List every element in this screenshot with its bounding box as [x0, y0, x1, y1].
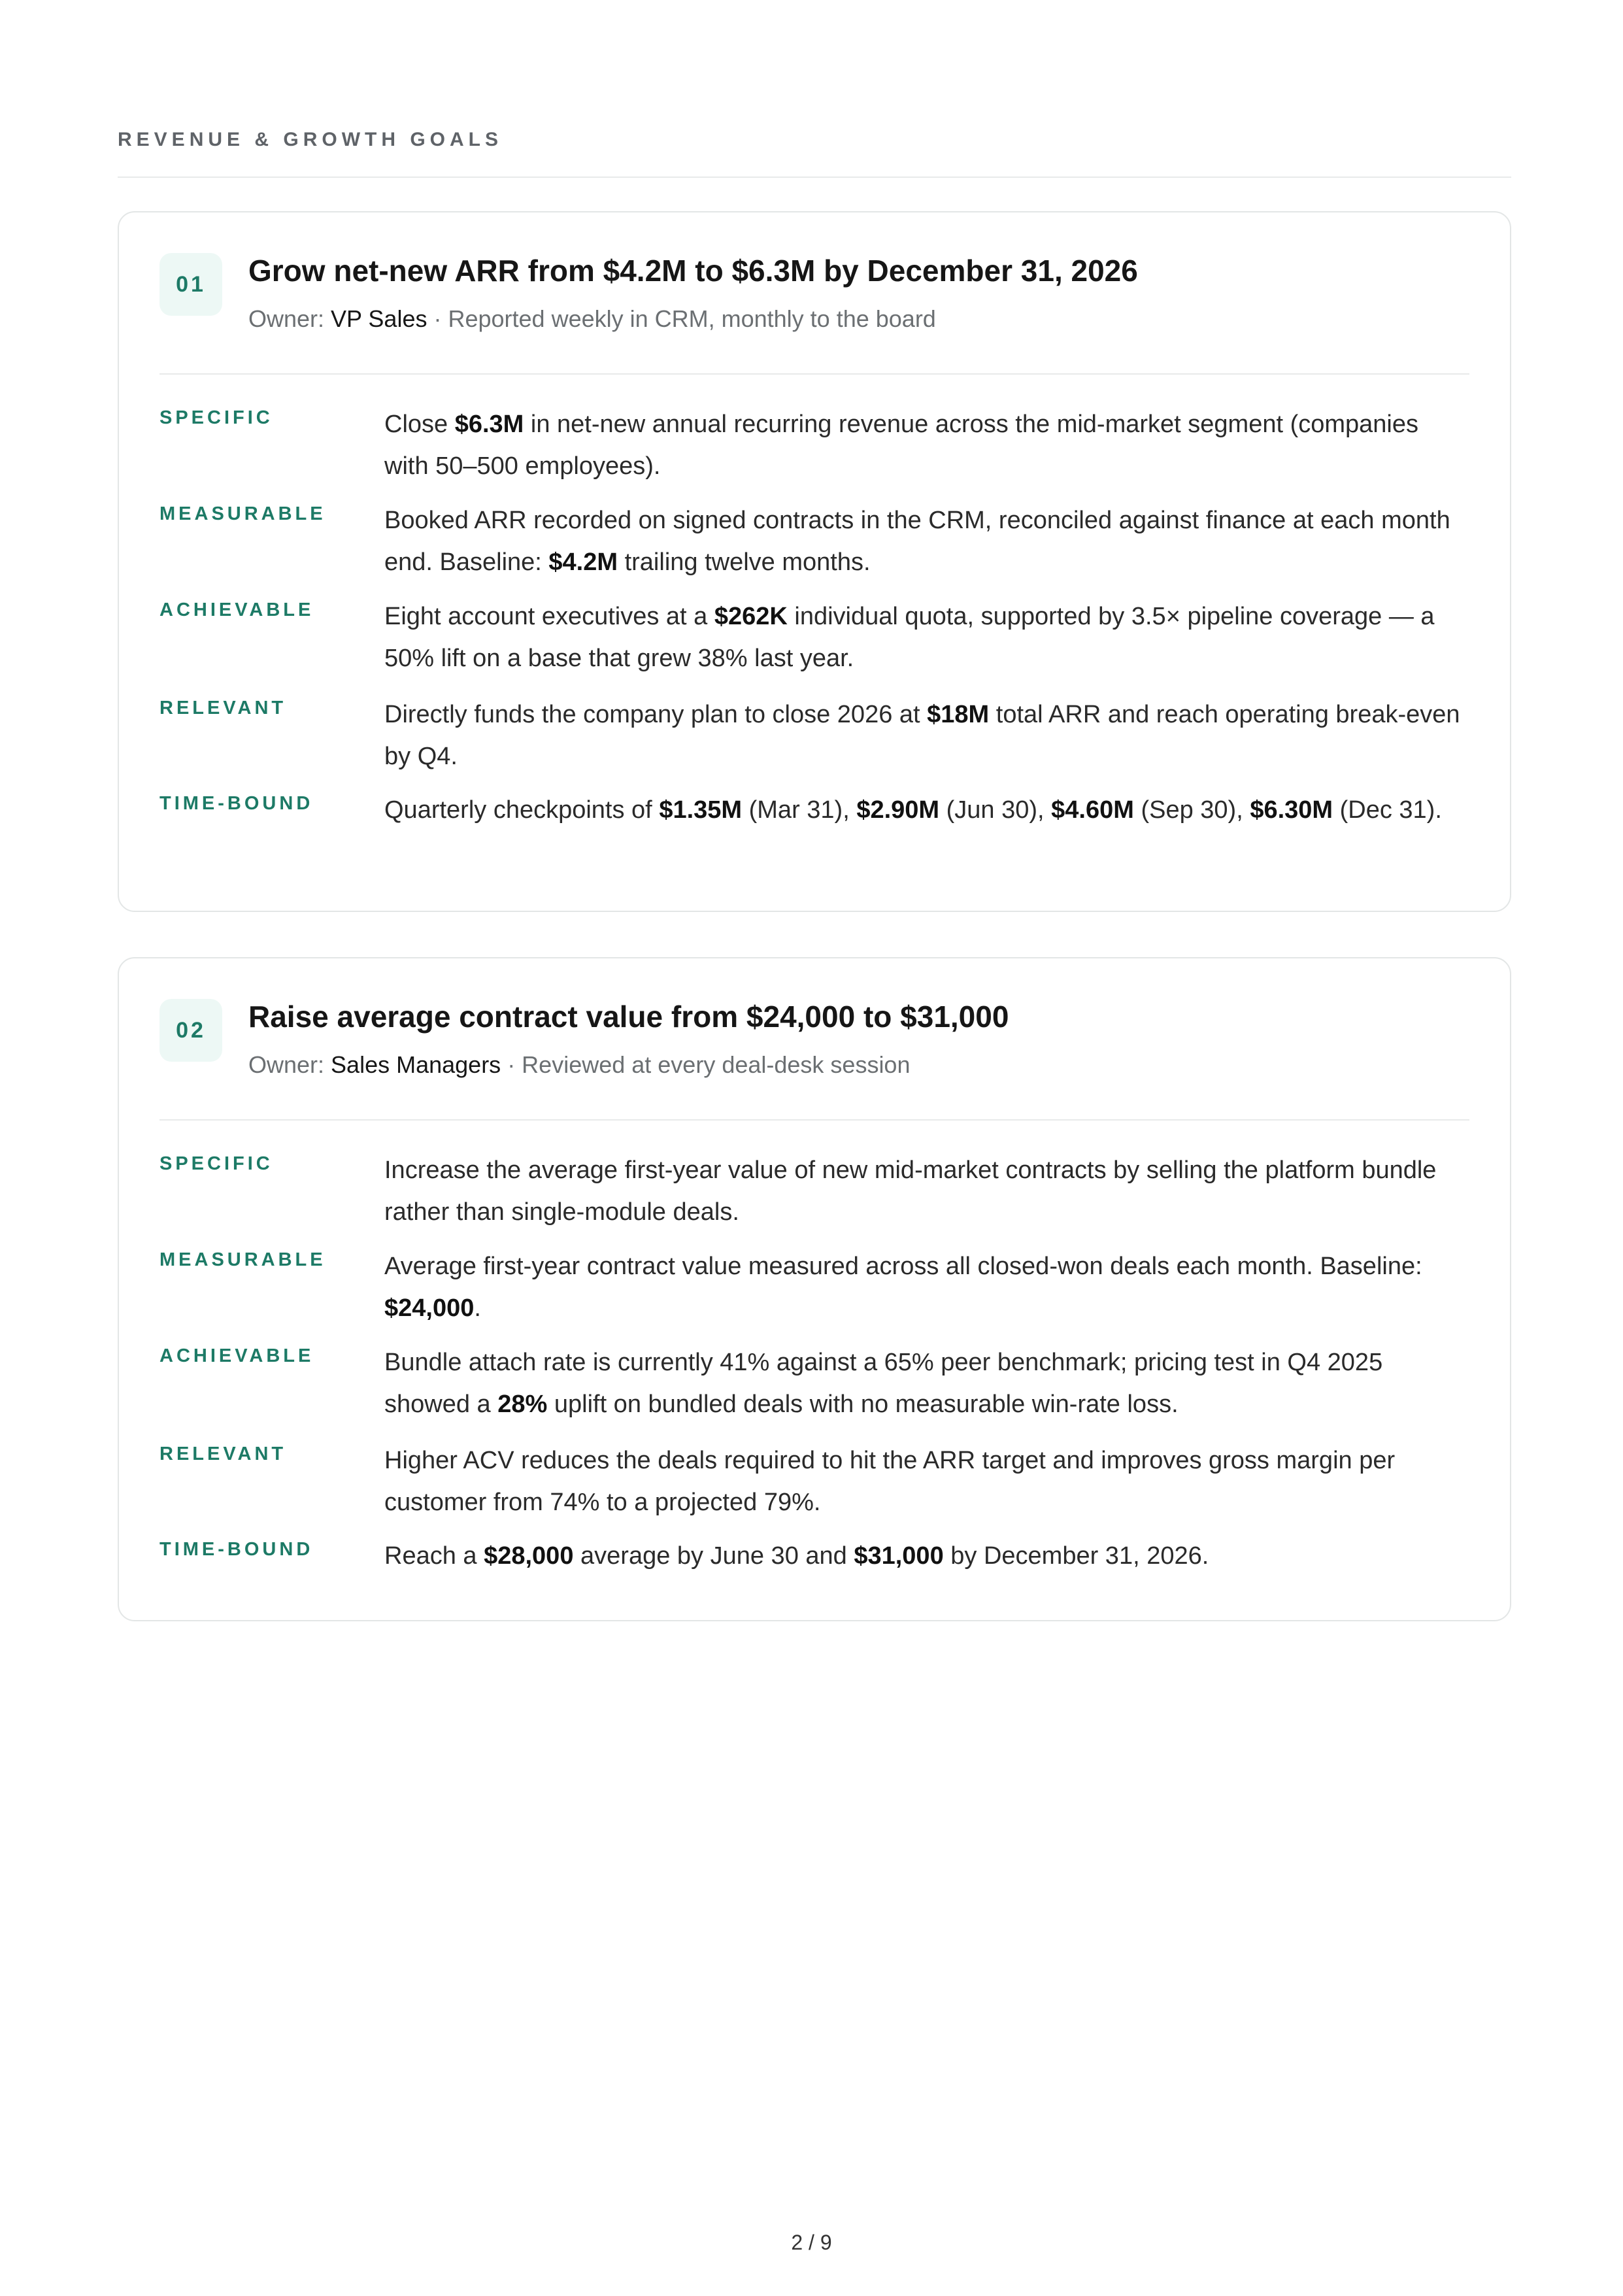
- row-label: MEASURABLE: [159, 503, 326, 524]
- section-title: REVENUE & GROWTH GOALS: [118, 129, 503, 150]
- row-text: Quarterly checkpoints of $1.35M (Mar 31), $2.90M (Jun 30), $4.60M (Sep 30), $6.30M (Dec 31).: [384, 796, 1442, 824]
- section-divider: [118, 177, 1511, 178]
- goal-card-1: [118, 211, 1511, 912]
- row-label: SPECIFIC: [159, 1153, 273, 1174]
- owner-name: VP Sales: [331, 305, 427, 332]
- row-text: Higher ACV reduces the deals required to hit the ARR target and improves gross margin per customer from 74% to a projected 79%.: [384, 1447, 1396, 1516]
- row-label: RELEVANT: [159, 698, 287, 718]
- goal-number-badge: 01: [159, 253, 222, 316]
- goal-owner-line: [248, 305, 936, 333]
- goal-number-badge: 02: [159, 999, 222, 1062]
- page-number: 2 / 9: [791, 2231, 832, 2254]
- owner-label: Owner:: [248, 305, 331, 332]
- row-text: Eight account executives at a $262K individual quota, supported by 3.5× pipeline coverage — a 50% lift on a base that grew 38% last year.: [384, 603, 1435, 672]
- row-text: Increase the average first-year value of new mid-market contracts by selling the platform bundle rather than single-module deals.: [384, 1156, 1437, 1226]
- row-text: Close $6.3M in net-new annual recurring revenue across the mid-market segment (companies with 50–500 employees).: [384, 411, 1418, 480]
- row-label: MEASURABLE: [159, 1249, 326, 1270]
- row-label: SPECIFIC: [159, 407, 273, 428]
- row-text: Reach a $28,000 average by June 30 and $31,000 by December 31, 2026.: [384, 1542, 1209, 1570]
- owner-note: · Reviewed at every deal-desk session: [501, 1051, 911, 1078]
- row-text: Bundle attach rate is currently 41% against a 65% peer benchmark; pricing test in Q4 2025 showed a 28% uplift on bundled deals with no measurable win-rate loss.: [384, 1349, 1383, 1418]
- row-label: TIME-BOUND: [159, 793, 314, 814]
- row-label: TIME-BOUND: [159, 1539, 314, 1560]
- row-label: ACHIEVABLE: [159, 599, 314, 620]
- goal-divider: [159, 1119, 1469, 1121]
- row-text: Booked ARR recorded on signed contracts in the CRM, reconciled against finance at each month end. Baseline: $4.2M trailing twelve months.: [384, 507, 1450, 576]
- row-label: ACHIEVABLE: [159, 1345, 314, 1366]
- row-label: RELEVANT: [159, 1443, 287, 1464]
- goal-divider: [159, 373, 1469, 375]
- owner-label: Owner:: [248, 1051, 331, 1078]
- row-text: Directly funds the company plan to close 2026 at $18M total ARR and reach operating break-even by Q4.: [384, 701, 1460, 770]
- goal-owner-line: [248, 1051, 910, 1079]
- goal-card-2: [118, 957, 1511, 1621]
- owner-note: · Reported weekly in CRM, monthly to the board: [427, 305, 936, 332]
- row-text: Average first-year contract value measured across all closed-won deals each month. Baseline: $24,000.: [384, 1253, 1422, 1322]
- goal-title: Raise average contract value from $24,000 to $31,000: [248, 1000, 1009, 1034]
- owner-name: Sales Managers: [331, 1051, 501, 1078]
- goal-title: Grow net-new ARR from $4.2M to $6.3M by December 31, 2026: [248, 254, 1138, 288]
